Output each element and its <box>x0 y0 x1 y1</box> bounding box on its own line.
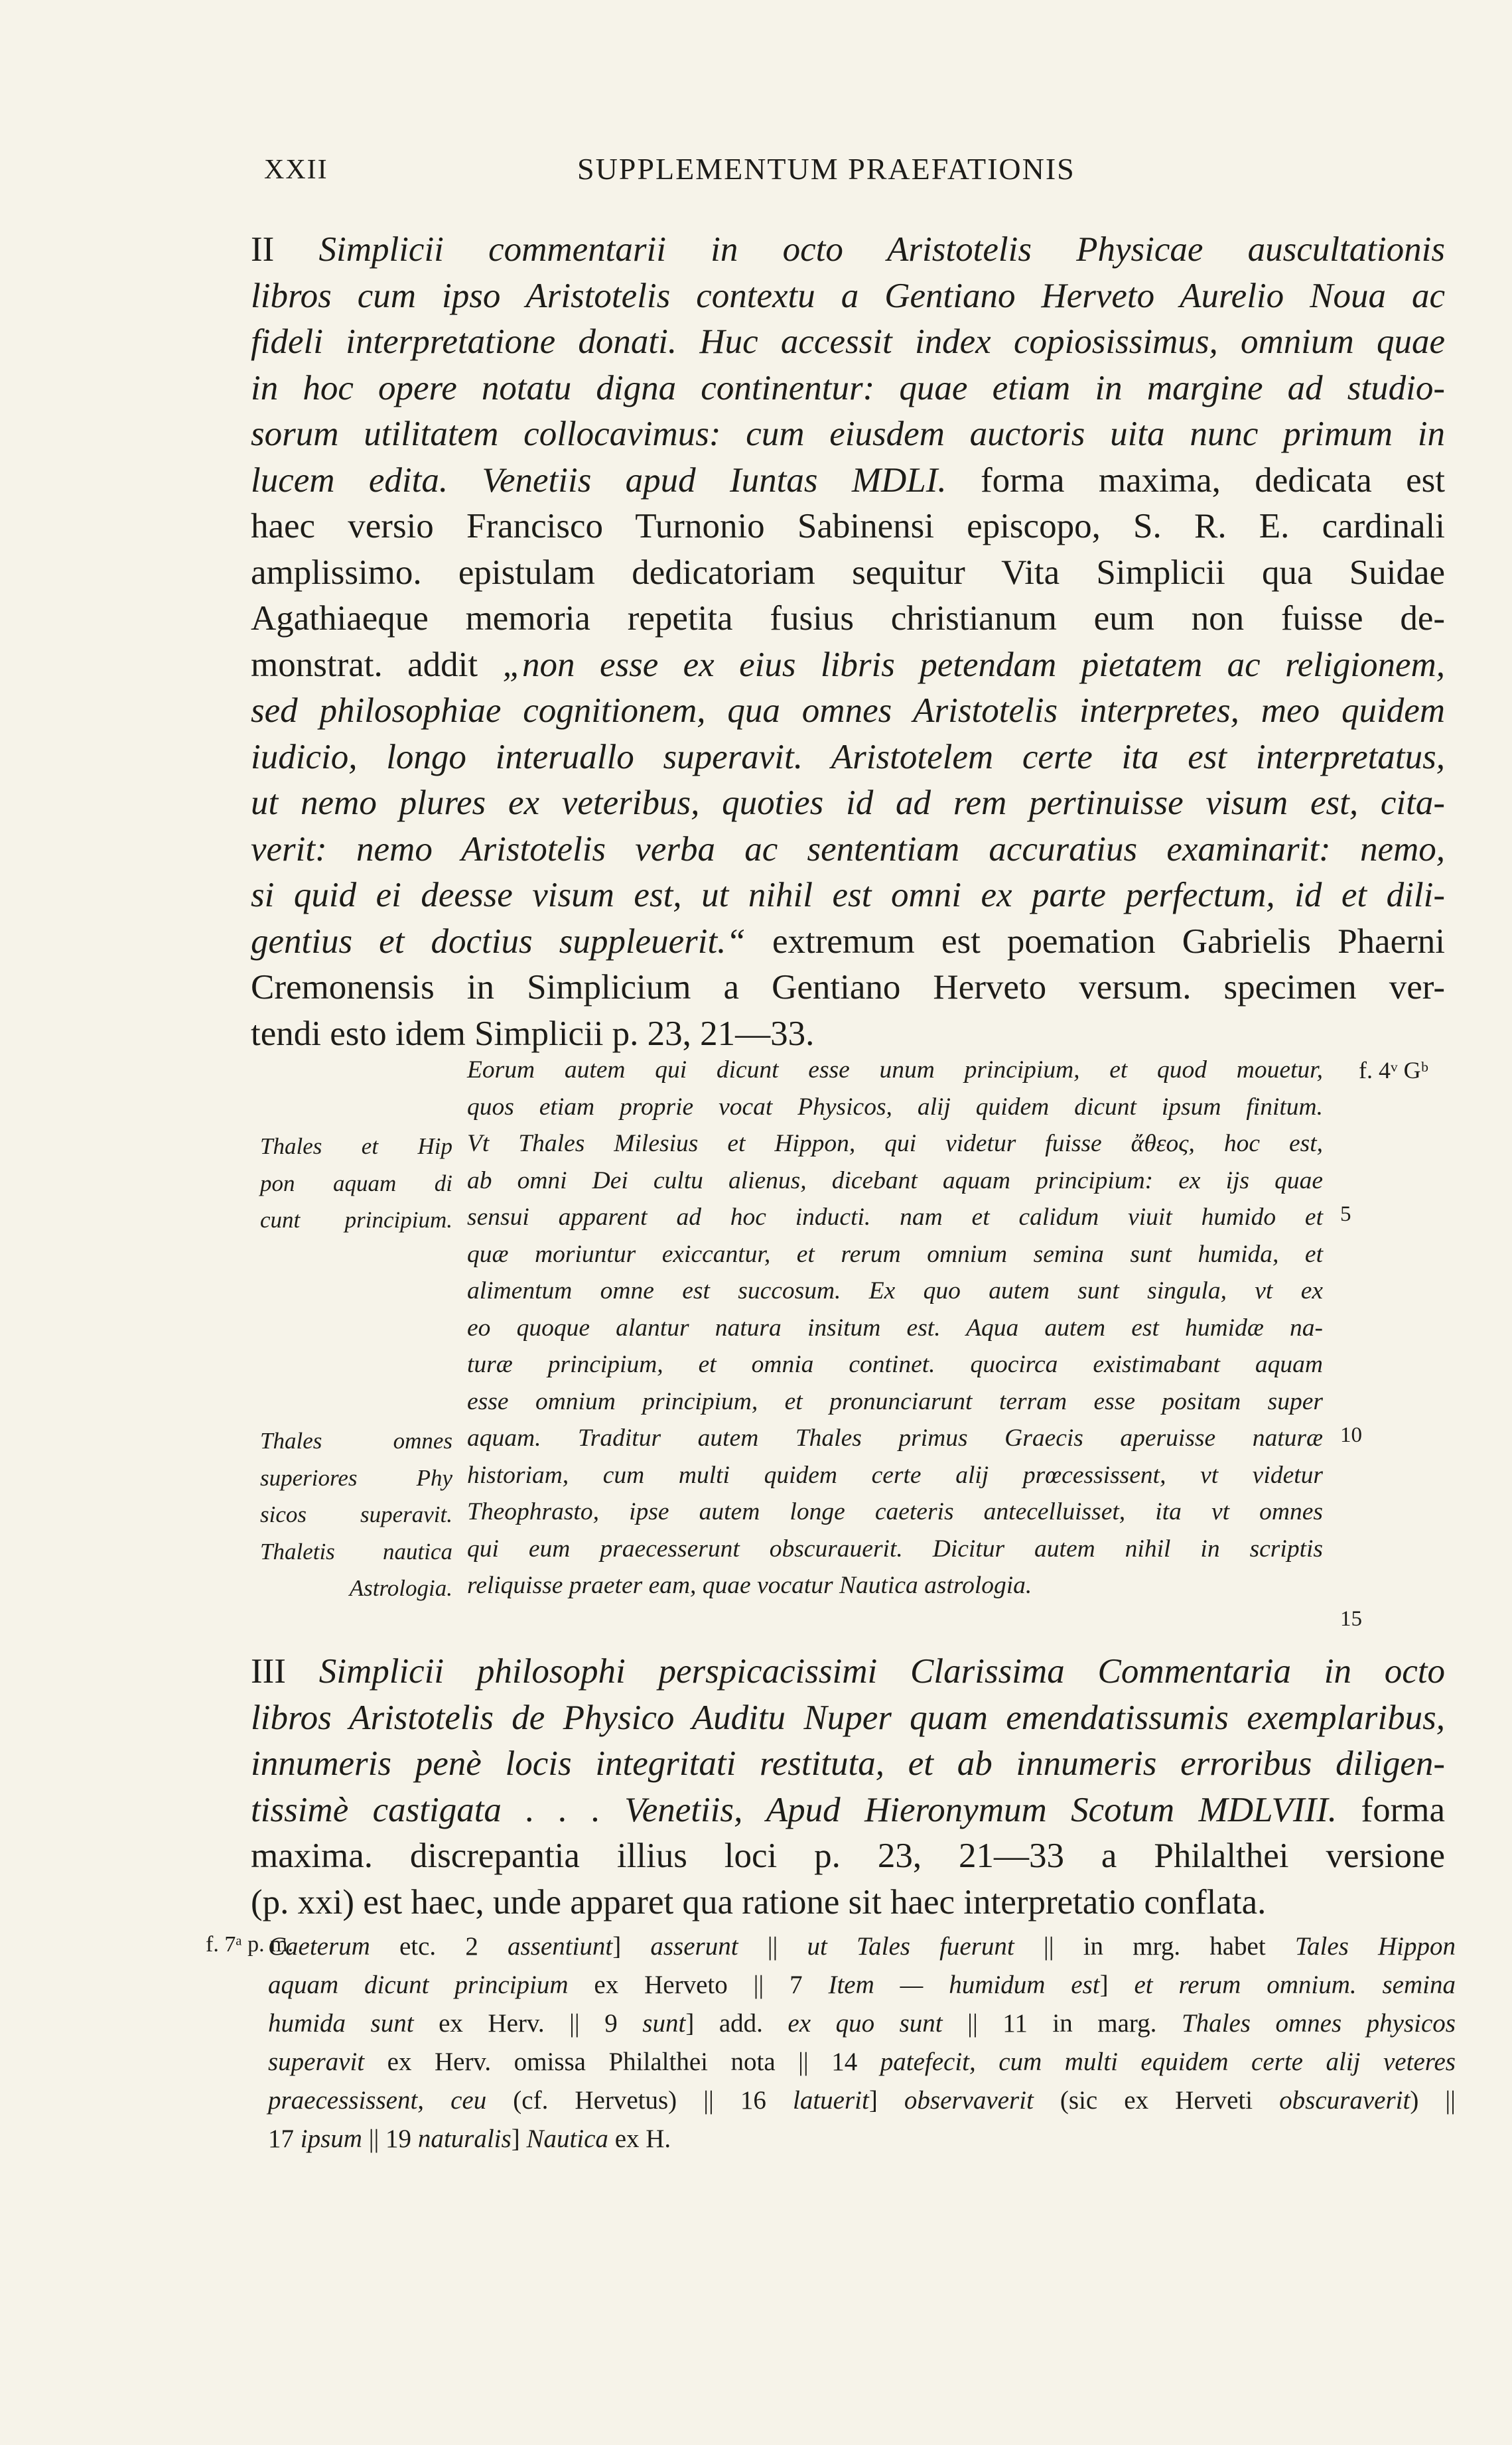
section-iii-line: (p. xxi) est haec, unde apparet qua ratione sit haec interpretatio conflata. <box>251 1882 1267 1921</box>
section-ii-line: si quid ei deesse visum est, ut nihil est omni ex parte perfectum, id et dili- <box>251 876 1445 914</box>
apparatus-line: aquam dicunt principium ex Herveto || 7 Item — humidum est] et rerum omnium. semina <box>268 1971 1456 1999</box>
section-iii-line: tissimè castigata . . . Venetiis, Apud Hieronymum Scotum MDLVIII. forma <box>251 1790 1445 1829</box>
quote-folio-ref: f. 4ᵛ Gᵇ <box>1359 1057 1428 1083</box>
margin-note-thales-omnes <box>260 1423 452 1607</box>
section-ii-line: libros cum ipso Aristotelis contextu a Gentiano Herveto Aurelio Noua ac <box>251 276 1445 315</box>
section-ii-line: Agathiaeque memoria repetita fusius christianum eum non fuisse de- <box>251 599 1445 638</box>
quote-line: qui eum praecesserunt obscurauerit. Dicitur autem nihil in scriptis <box>467 1535 1323 1563</box>
apparatus-line: Caeterum etc. 2 assentiunt] asserunt || ut Tales fuerunt || in mrg. habet Tales Hippon <box>268 1932 1456 1961</box>
margin-note-2-line: Astrologia. <box>349 1575 452 1601</box>
quote-line: Theophrasto, ipse autem longe caeteris antecelluisset, ita vt omnes <box>467 1498 1323 1525</box>
quote-line: eo quoque alantur natura insitum est. Aqua autem est humidæ na- <box>467 1314 1323 1342</box>
section-ii-line: fideli interpretatione donati. Huc accessit index copiosissimus, omnium quae <box>251 322 1445 361</box>
section-ii-line: ut nemo plures ex veteribus, quoties id ad rem pertinuisse visum est, cita- <box>251 784 1445 822</box>
section-ii-line: in hoc opere notatu digna continentur: quae etiam in margine ad studio- <box>251 368 1445 407</box>
apparatus-line: 17 ipsum || 19 naturalis] Nautica ex H. <box>268 2125 671 2153</box>
section-ii-line: lucem edita. Venetiis apud Iuntas MDLI. forma maxima, dedicata est <box>251 460 1446 500</box>
quote-line: quos etiam proprie vocat Physicos, alij quidem dicunt ipsum finitum. <box>467 1093 1323 1121</box>
quote-line: Vt Thales Milesius et Hippon, qui videtur fuisse ἄθεος, hoc est, <box>467 1130 1323 1157</box>
quote-line: alimentum omne est succosum. Ex quo autem sunt singula, vt ex <box>467 1277 1323 1304</box>
quote-line: quæ moriuntur exiccantur, et rerum omnium semina sunt humida, et <box>467 1240 1323 1268</box>
apparatus-line: superavit ex Herv. omissa Philalthei nota || 14 patefecit, cum multi equidem certe alij veteres <box>268 2048 1456 2076</box>
latin-quotation <box>467 1052 1323 1604</box>
section-ii-line: amplissimo. epistulam dedicatoriam sequitur Vita Simplicii qua Suidae <box>251 553 1445 592</box>
quote-line: ab omni Dei cultu alienus, dicebant aquam principium: ex ijs quae <box>467 1166 1323 1194</box>
quote-line: aquam. Traditur autem Thales primus Graecis aperuisse naturæ <box>467 1425 1323 1452</box>
margin-note-1-line: pon aquam di <box>260 1170 452 1196</box>
apparatus-line: praecessissent, ceu (cf. Hervetus) || 16 latuerit] observaverit (sic ex Herveti obscuraverit) || <box>268 2086 1456 2115</box>
section-iii-line: III Simplicii philosophi perspicacissimi Clarissima Commentaria in octo <box>251 1652 1445 1691</box>
section-ii-line: iudicio, longo interuallo superavit. Aristotelem certe ita est interpretatus, <box>251 737 1445 776</box>
apparatus-line: humida sunt ex Herv. || 9 sunt] add. ex quo sunt || 11 in marg. Thales omnes physicos <box>268 2009 1456 2038</box>
section-ii-line: monstrat. addit „non esse ex eius libris petendam pietatem ac religionem, <box>251 645 1445 684</box>
section-iii-line: libros Aristotelis de Physico Auditu Nuper quam emendatissumis exemplaribus, <box>251 1698 1445 1737</box>
quote-line: Eorum autem qui dicunt esse unum principium, et quod mouetur, <box>467 1056 1323 1083</box>
margin-note-1-line: Thales et Hip <box>260 1133 452 1159</box>
line-number-10: 10 <box>1340 1423 1362 1447</box>
section-ii-line: Cremonensis in Simplicium a Gentiano Herveto versum. specimen ver- <box>251 968 1445 1007</box>
quote-line: reliquisse praeter eam, quae vocatur Nautica astrologia. <box>467 1572 1032 1599</box>
section-iii-line: maxima. discrepantia illius loci p. 23, 21—33 a Philalthei versione <box>251 1837 1445 1875</box>
section-ii-line: sed philosophiae cognitionem, qua omnes Aristotelis interpretes, meo quidem <box>251 691 1445 730</box>
margin-note-1-line: cunt principium. <box>260 1207 452 1233</box>
quote-line: turæ principium, et omnia continet. quocirca existimabant aquam <box>467 1351 1323 1378</box>
line-number-15: 15 <box>1340 1607 1362 1631</box>
margin-note-2-line: superiores Phy <box>260 1464 452 1491</box>
line-number-5: 5 <box>1340 1202 1351 1226</box>
section-ii-paragraph <box>251 227 1445 1057</box>
quote-line: historiam, cum multi quidem certe alij prœcessissent, vt videtur <box>467 1461 1323 1489</box>
critical-apparatus <box>268 1927 1456 2158</box>
margin-note-thales-hippon <box>260 1128 452 1239</box>
page-number: XXII <box>264 155 328 185</box>
margin-note-2-line: Thaletis nautica <box>260 1538 452 1565</box>
quote-line: esse omnium principium, et pronunciarunt terram esse positam super <box>467 1387 1323 1415</box>
margin-note-2-line: Thales omnes <box>260 1428 452 1454</box>
section-ii-line: haec versio Francisco Turnonio Sabinensi episcopo, S. R. E. cardinali <box>251 507 1445 545</box>
running-title: SUPPLEMENTUM PRAEFATIONIS <box>577 152 1075 186</box>
apparatus-folio-ref: f. 7ᵃ p. m. <box>206 1932 294 1957</box>
section-ii-line: gentius et doctius suppleuerit.“ extremum est poemation Gabrielis Phaerni <box>251 922 1445 961</box>
section-iii-line: innumeris penè locis integritati restituta, et ab innumeris erroribus diligen- <box>251 1744 1445 1783</box>
section-ii-line: tendi esto idem Simplicii p. 23, 21—33. <box>251 1014 815 1053</box>
quote-line: sensui apparent ad hoc inducti. nam et calidum viuit humido et <box>467 1204 1323 1231</box>
section-ii-line: II Simplicii commentarii in octo Aristotelis Physicae auscultationis <box>251 230 1445 269</box>
section-iii-paragraph <box>251 1649 1445 1925</box>
section-ii-line: sorum utilitatem collocavimus: cum eiusdem auctoris uita nunc primum in <box>251 415 1445 453</box>
section-ii-line: verit: nemo Aristotelis verba ac sententiam accuratius examinarit: nemo, <box>251 829 1445 869</box>
margin-note-2-line: sicos superavit. <box>260 1502 452 1527</box>
